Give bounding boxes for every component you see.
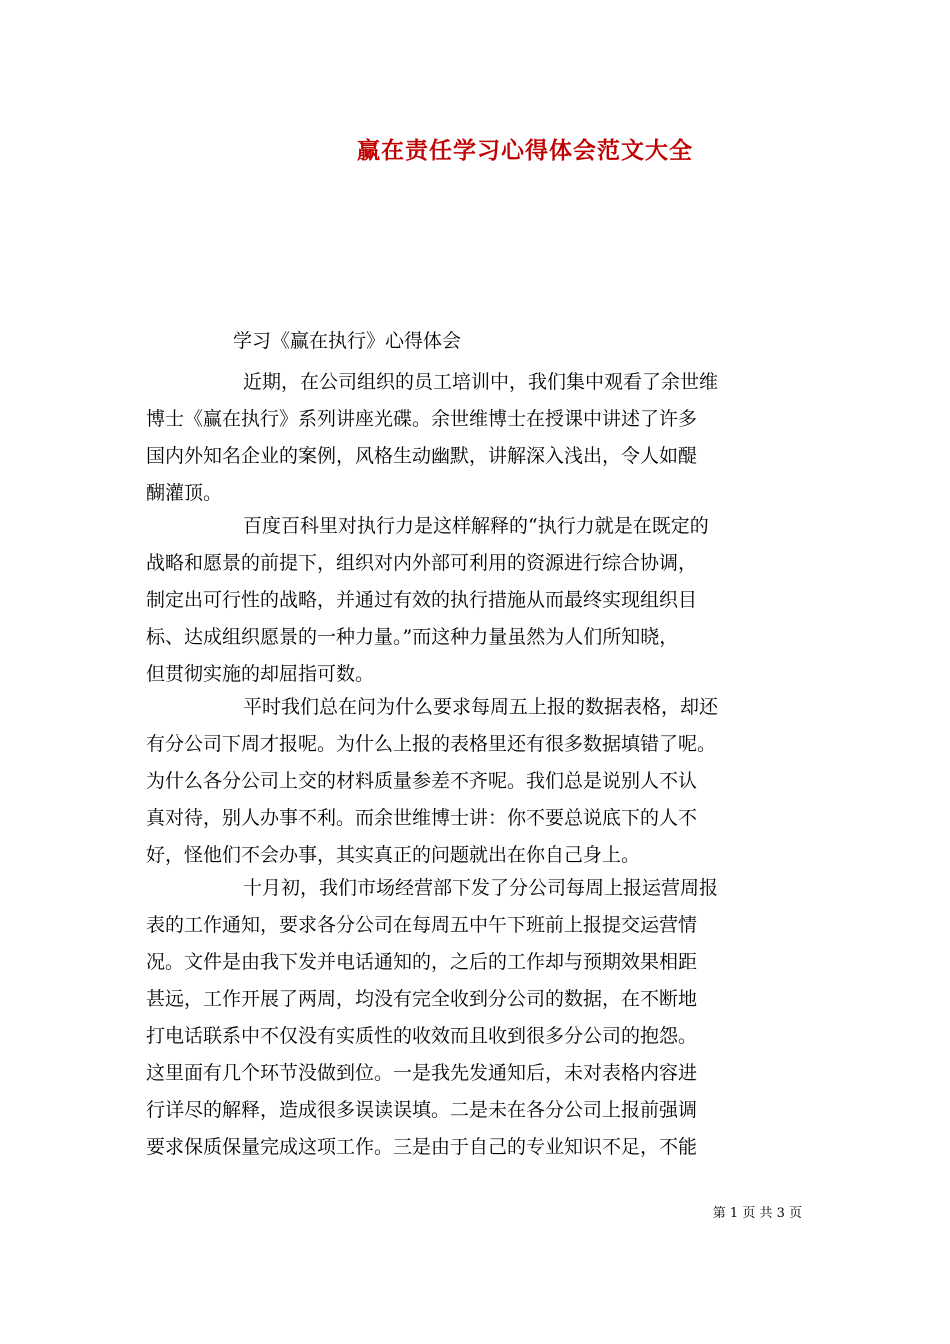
paragraph-line: 真对待，别人办事不利。而余世维博士讲：你不要总说底下的人不 [146, 807, 698, 829]
paragraph-line: 要求保质保量完成这项工作。三是由于自己的专业知识不足，不能 [146, 1136, 698, 1158]
paragraph-line: 甚远，工作开展了两周，均没有完全收到分公司的数据，在不断地 [146, 988, 698, 1010]
page-footer: 第 1 页 共 3 页 [712, 1206, 802, 1221]
paragraph-line: 平时我们总在问为什么要求每周五上报的数据表格，却还 [243, 696, 719, 718]
paragraph-line: 国内外知名企业的案例，风格生动幽默，讲解深入浅出，令人如醍 [146, 445, 698, 467]
paragraph-line: 打电话联系中不仅没有实质性的收效而且收到很多分公司的抱怨。 [146, 1025, 698, 1047]
document-title: 赢在责任学习心得体会范文大全 [357, 137, 693, 164]
paragraph [146, 364, 811, 512]
paragraph [146, 508, 811, 693]
paragraph [146, 870, 811, 1166]
paragraph-line: 行详尽的解释，造成很多误读误填。二是未在各分公司上报前强调 [146, 1099, 698, 1121]
paragraph-line: 博士《赢在执行》系列讲座光碟。余世维博士在授课中讲述了许多 [146, 408, 698, 430]
paragraph-line: 制定出可行性的战略，并通过有效的执行措施从而最终实现组织目 [146, 589, 698, 611]
paragraph-line: 有分公司下周才报呢。为什么上报的表格里还有很多数据填错了呢。 [146, 733, 717, 755]
paragraph-line: 百度百科里对执行力是这样解释的“执行力就是在既定的 [243, 515, 709, 537]
paragraph-line: 好，怪他们不会办事，其实真正的问题就出在你自己身上。 [146, 844, 641, 866]
paragraph-line: 战略和愿景的前提下，组织对内外部可利用的资源进行综合协调， [146, 552, 698, 574]
paragraph-line: 为什么各分公司上交的材料质量参差不齐呢。我们总是说别人不认 [146, 770, 698, 792]
document-body [146, 364, 811, 1162]
document-subtitle: 学习《赢在执行》心得体会 [233, 330, 462, 352]
paragraph-line: 况。文件是由我下发并电话通知的，之后的工作却与预期效果相距 [146, 951, 698, 973]
paragraph-line: 表的工作通知，要求各分公司在每周五中午下班前上报提交运营情 [146, 914, 698, 936]
paragraph-line: 这里面有几个环节没做到位。一是我先发通知后，未对表格内容进 [146, 1062, 698, 1084]
paragraph-line: 十月初，我们市场经营部下发了分公司每周上报运营周报 [243, 877, 719, 899]
paragraph-line: 近期，在公司组织的员工培训中，我们集中观看了余世维 [243, 371, 719, 393]
paragraph-line: 但贯彻实施的却屈指可数。 [146, 663, 375, 685]
paragraph-line: 醐灌顶。 [146, 482, 223, 504]
paragraph [146, 689, 811, 874]
paragraph-line: 标、达成组织愿景的一种力量。”而这种力量虽然为人们所知晓， [146, 626, 679, 648]
